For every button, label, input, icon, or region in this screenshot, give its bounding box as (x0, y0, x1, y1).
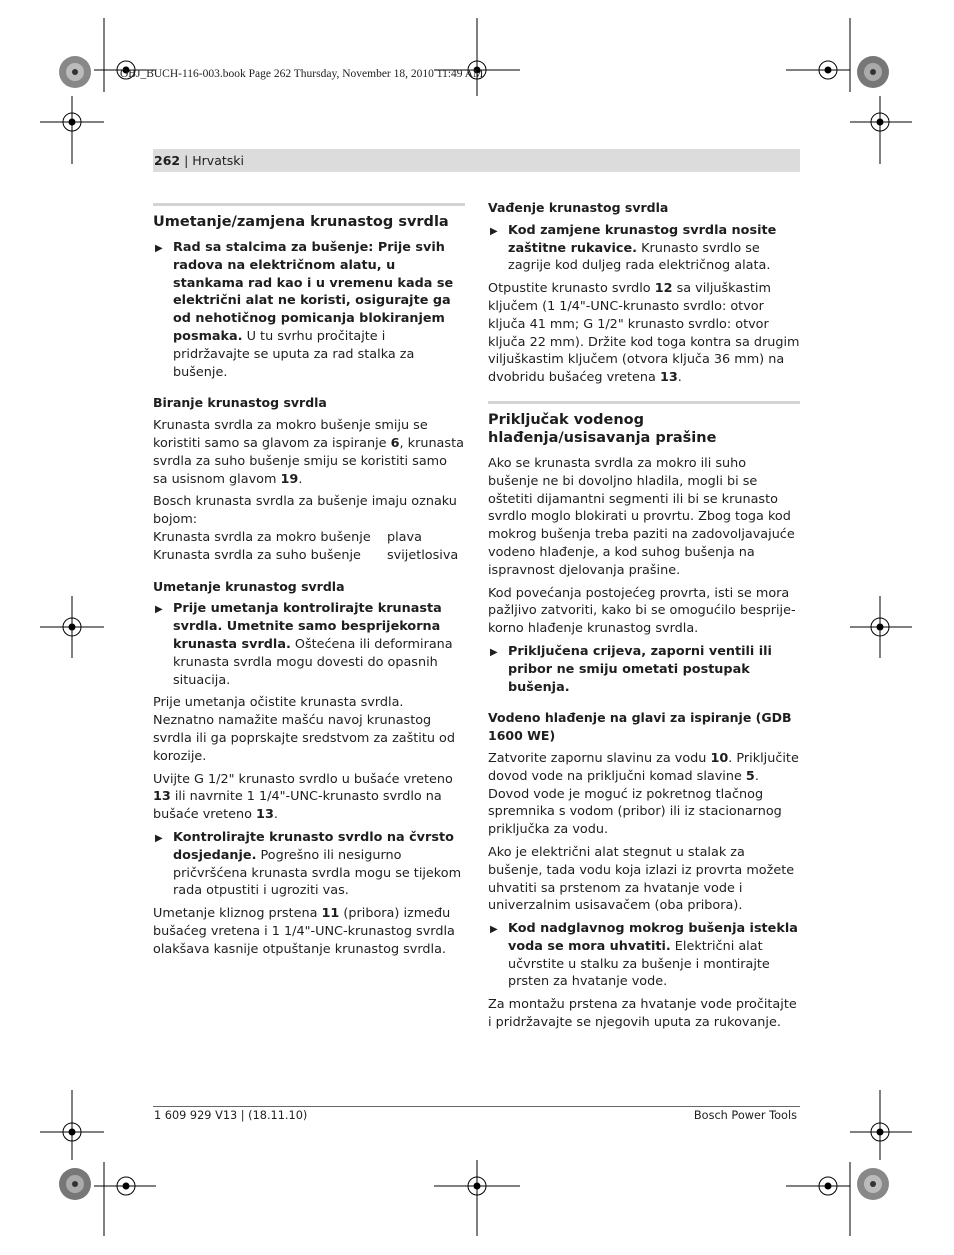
warning-bullet: ▶ Priključena crijeva, zaporni ventili ili pribor ne smiju ometati postupak bušenja. (490, 643, 772, 695)
page-footer (153, 1106, 800, 1122)
warning-bullet: ▶ Kod zamjene krunastog svrdla nosite zaštitne rukavice. Krunasto svrdlo se zagrije kod duljeg rada električnog alata. (490, 222, 777, 274)
left-column (153, 203, 465, 963)
warning-bullet: ▶ Prije umetanja kontrolirajte krunasta svrdla. Umetnite samo besprijekorna krunasta svrdla. Oštećena ili deformirana krunasta svrdla mogu dovesti do opasnih situacija. (155, 601, 453, 688)
bullet-triangle-icon: ▶ (490, 225, 498, 237)
warning-bullet: ▶ Kontrolirajte krunasto svrdlo na čvrsto dosjedanje. Pogrešno ili nesigurno pričvršćena krunasta svrdla mogu se tijekom rada otpustiti i ugroziti vas. (155, 829, 462, 899)
bullet-triangle-icon: ▶ (155, 604, 163, 616)
subheading: Umetanje krunastog svrdla (153, 578, 345, 594)
subheading: Vađenje krunastog svrdla (488, 200, 669, 215)
paragraph: Otpustite krunasto svrdlo 12 sa viljuškastim ključem (1 1/4"-UNC-krunasto svrdlo: otvor ključa 41 mm; G 1/2" krunasto svrdlo: otvor ključa 22 mm). Držite kod toga kontra sa drugim viljuškastim ključem (otvora ključa 36 mm) na dvobridu bušaćeg vretena 13. (488, 281, 800, 386)
subheading: Vodeno hlađenje na glavi za ispiranje (GDB 1600 WE) (488, 710, 792, 744)
right-column (488, 199, 800, 1037)
page-header (153, 149, 800, 172)
paragraph: Ako je električni alat stegnut u stalak za bušenje, tada vodu koja izlazi iz provrta možete uhvatiti sa prstenom za hvatanje vode i univerzalnim usisavačem (oba pribora). (488, 844, 795, 914)
footer-brand: Bosch Power Tools (693, 1109, 797, 1122)
bullet-triangle-icon: ▶ (490, 646, 498, 658)
page-number: 262 (154, 153, 181, 168)
paragraph: Kod povećanja postojećeg provrta, isti se mora pažljivo zatvoriti, kako bi se omogućilo besprije-korno hlađenje krunastog svrdla. (488, 585, 796, 637)
production-line: OBJ_BUCH-116-003.book Page 262 Thursday, November 18, 2010 11:49 AM (120, 68, 484, 80)
warning-bullet: ▶ Rad sa stalcima za bušenje: Prije svih radova na električnom alatu, u stankama rad kao i u vremenu kada se električni alat ne koristi, osigurajte ga od nehotičnog pomicanja blokiranjem posmaka. U tu svrhu pročitajte i pridržavajte se uputa za rad stalka za bušenje. (155, 240, 454, 380)
paragraph: Bosch krunasta svrdla za bušenje imaju oznaku bojom: (153, 494, 457, 528)
bullet-triangle-icon: ▶ (490, 924, 498, 936)
section-name: | Hrvatski (180, 153, 244, 168)
paragraph: Umetanje kliznog prstena 11 (pribora) između bušaćeg vretena i 1 1/4"-UNC-krunastog svrdla olakšava kasnije otpuštanje krunastog svrdla. (153, 906, 455, 957)
section-title: Umetanje/zamjena krunastog svrdla (153, 203, 465, 231)
bullet-triangle-icon: ▶ (155, 243, 163, 254)
paragraph: Za montažu prstena za hvatanje vode pročitajte i pridržavajte se njegovih uputa za rukovanje. (488, 997, 797, 1031)
paragraph: Krunasta svrdla za mokro bušenje smiju se koristiti samo sa glavom za ispiranje 6, krunasta svrdla za suho bušenje smiju se koristiti samo sa usisnom glavom 19. (153, 418, 464, 487)
paragraph: Prije umetanja očistite krunasta svrdla. Neznatno namažite mašću navoj krunastog svrdla ili ga poprskajte sredstvom za zaštitu od korozije. (153, 695, 456, 764)
paragraph: Uvijte G 1/2" krunasto svrdlo u bušaće vreteno 13 ili navrnite 1 1/4"-UNC-krunasto svrdlo na bušaće vreteno 13. (153, 771, 453, 823)
section-title: Priključak vodenog hlađenja/usisavanja prašine (488, 401, 800, 447)
color-code-table: Krunasta svrdla za mokro bušenje plava Krunasta svrdla za suho bušenje svijetlosiva (153, 529, 459, 563)
paragraph: Ako se krunasta svrdla za mokro ili suho bušenje ne bi dovoljno hladila, mogli bi se oštetiti dijamantni segmenti ili bi se krunasto svrdlo moglo blokirati u provrtu. Zbog toga kod mokrog bušenja treba paziti na zadovoljavajuće vodeno hlađenje, a kod suhog bušenja na ispravnost djelovanja prašine. (488, 455, 795, 578)
warning-bullet: ▶ Kod nadglavnog mokrog bušenja istekla voda se mora uhvatiti. Električni alat učvrstite u stalku za bušenje i montirajte prsten za hvatanje vode. (490, 921, 798, 990)
subheading: Biranje krunastog svrdla (153, 395, 327, 411)
footer-doc-number: 1 609 929 V13 | (18.11.10) (154, 1109, 308, 1122)
paragraph: Zatvorite zapornu slavinu za vodu 10. Priključite dovod vode na priključni komad slavine 5. Dovod vode je moguć iz pokretnog tlačnog spremnika s vodom (pribor) ili iz stacionarnog priključka za vodu. (488, 750, 799, 838)
bullet-triangle-icon: ▶ (155, 832, 163, 844)
